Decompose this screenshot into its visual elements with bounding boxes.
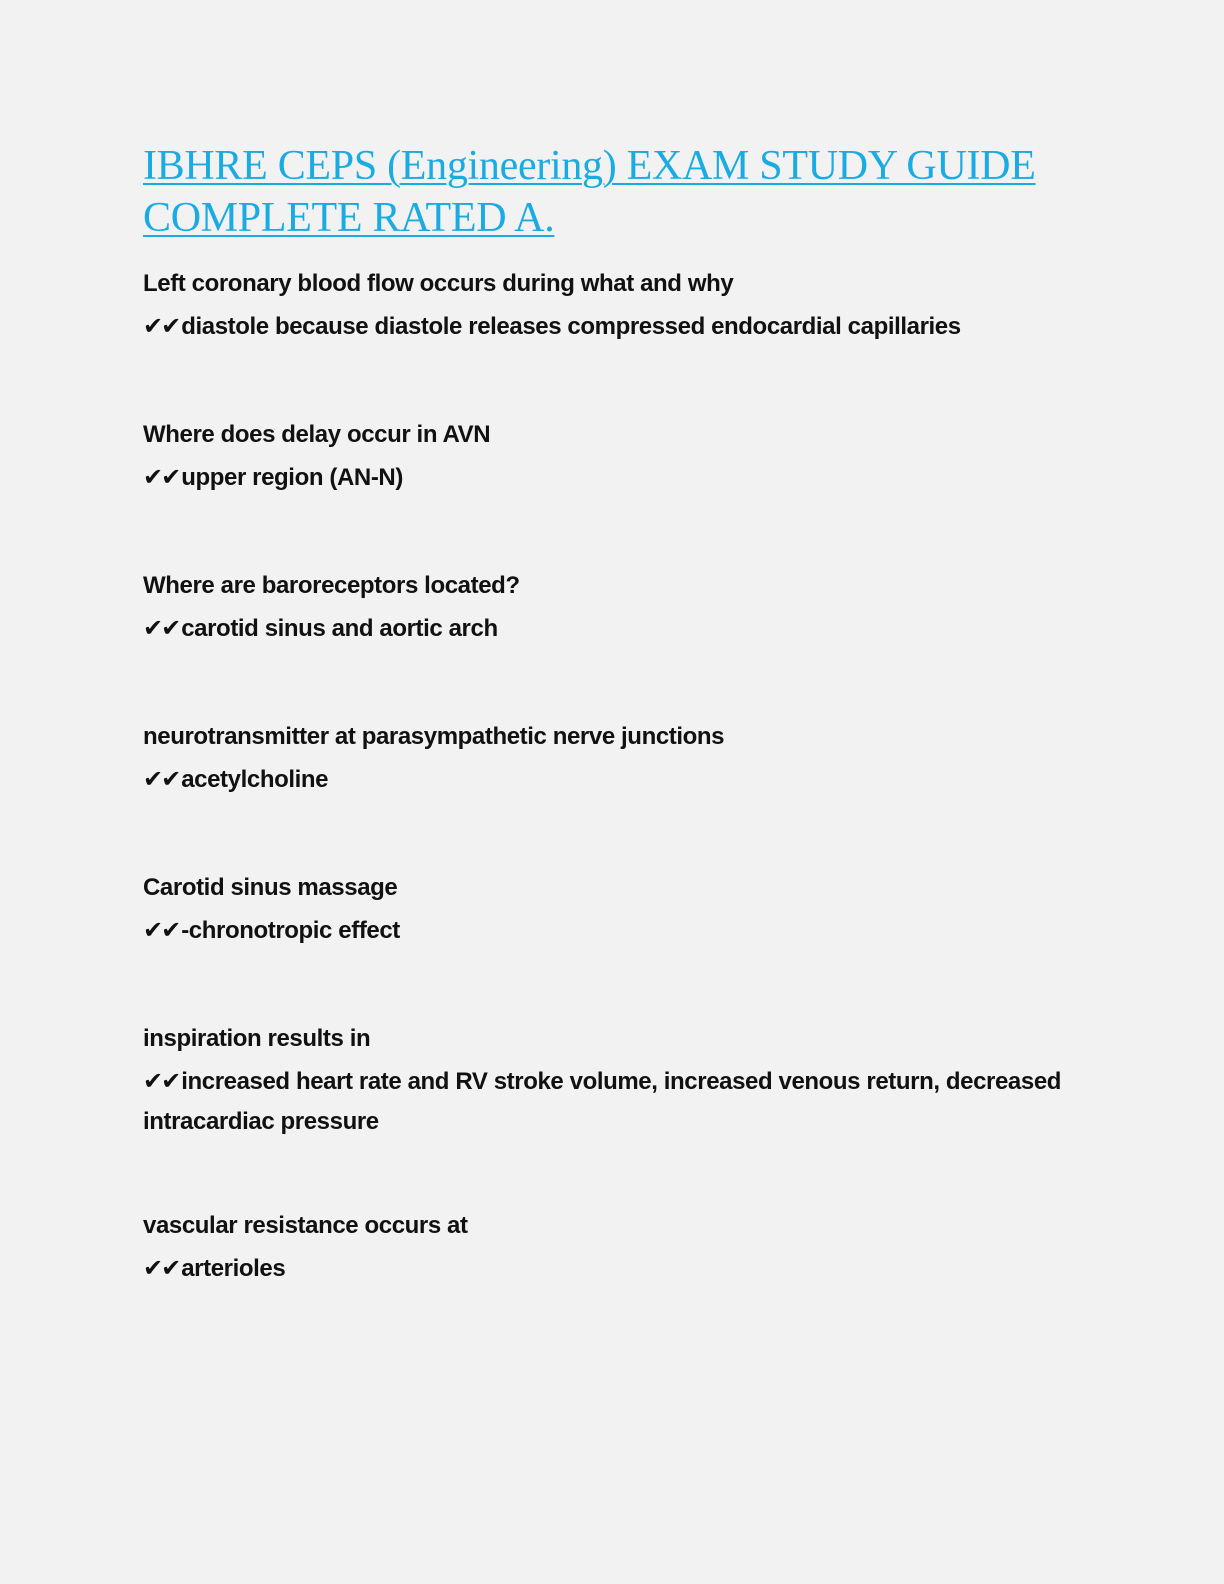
question: Where are baroreceptors located?	[143, 572, 520, 599]
question: vascular resistance occurs at	[143, 1212, 468, 1239]
answer-text: carotid sinus and aortic arch	[181, 615, 498, 642]
double-check-icon: ✔✔	[143, 916, 180, 944]
answer	[143, 759, 1073, 800]
question: neurotransmitter at parasympathetic nerve junctions	[143, 723, 725, 750]
answer	[143, 306, 1073, 347]
answer-text: upper region (AN-N)	[181, 464, 403, 491]
answer-text: -chronotropic effect	[181, 917, 400, 944]
qa-list	[143, 262, 1073, 1289]
question: Carotid sinus massage	[143, 874, 398, 901]
qa-item	[143, 1204, 1073, 1289]
answer-text: arterioles	[181, 1255, 286, 1282]
question: Left coronary blood flow occurs during what and why	[143, 270, 734, 297]
double-check-icon: ✔✔	[143, 1067, 180, 1095]
double-check-icon: ✔✔	[143, 765, 180, 793]
qa-item	[143, 866, 1073, 951]
double-check-icon: ✔✔	[143, 1254, 180, 1282]
answer-text: acetylcholine	[181, 766, 329, 793]
qa-item	[143, 564, 1073, 649]
qa-item	[143, 262, 1073, 347]
qa-item	[143, 1017, 1073, 1142]
question: Where does delay occur in AVN	[143, 421, 491, 448]
double-check-icon: ✔✔	[143, 614, 180, 642]
double-check-icon: ✔✔	[143, 312, 180, 340]
double-check-icon: ✔✔	[143, 463, 180, 491]
answer	[143, 457, 1073, 498]
qa-item	[143, 715, 1073, 800]
question: inspiration results in	[143, 1025, 371, 1052]
answer	[143, 1248, 1073, 1289]
answer-text: diastole because diastole releases compressed endocardial capillaries	[181, 313, 961, 340]
answer	[143, 910, 1073, 951]
answer-text: increased heart rate and RV stroke volume, increased venous return, decreased intracardiac pressure	[143, 1068, 1062, 1135]
document-title[interactable]: IBHRE CEPS (Engineering) EXAM STUDY GUIDE COMPLETE RATED A.	[143, 143, 1036, 241]
answer	[143, 608, 1073, 649]
qa-item	[143, 413, 1073, 498]
answer	[143, 1061, 1073, 1142]
document-page	[143, 140, 1073, 1355]
